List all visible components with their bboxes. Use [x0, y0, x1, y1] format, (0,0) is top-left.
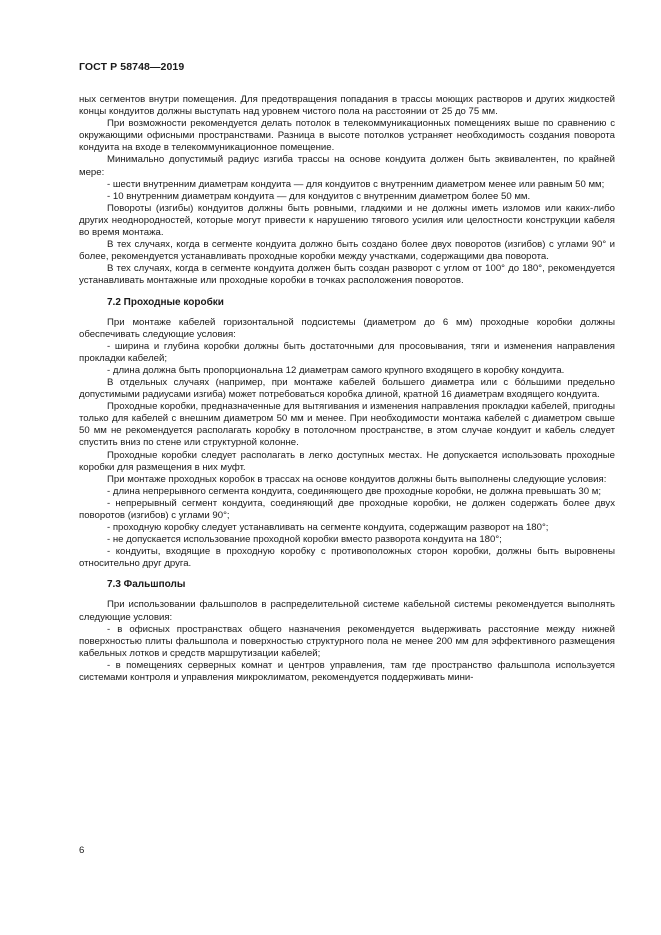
paragraph: При монтаже кабелей горизонтальной подсистемы (диаметром до 6 мм) проходные коробки должны обеспечивать следующие условия: — [79, 316, 615, 340]
document-body — [79, 94, 615, 684]
section-heading-7-3: 7.3 Фальшполы — [107, 579, 186, 591]
document-header-standard-id: ГОСТ Р 58748—2019 — [79, 61, 185, 73]
list-item: - проходную коробку следует устанавливать на сегменте кондуита, содержащим разворот на 180°; — [107, 522, 549, 534]
list-item: - в офисных пространствах общего назначения рекомендуется выдерживать расстояние между нижней поверхностью плиты фальшпола и поверхностью структурного пола не менее 200 мм для эффективного размещения кабельных лотков и средств маршрутизации кабелей; — [79, 623, 615, 659]
paragraph: Повороты (изгибы) кондуитов должны быть ровными, гладкими и не должны иметь изломов или каких-либо других неоднородностей, которые могут привести к нарушению тягового усилия или целостности конструкции кабеля во время монтажа. — [79, 202, 615, 239]
section-heading-7-2: 7.2 Проходные коробки — [107, 296, 224, 308]
list-item: - длина непрерывного сегмента кондуита, соединяющего две проходные коробки, не должна превышать 30 м; — [107, 485, 601, 497]
list-item: - непрерывный сегмент кондуита, соединяющий две проходные коробки, не должен содержать более двух поворотов (изгибов) с углами 90°; — [79, 497, 615, 521]
paragraph: Проходные коробки, предназначенные для вытягивания и изменения направления прокладки кабелей, пригодны только для кабелей с внешним диаметром 50 мм и менее. При необходимости монтажа кабелей с диаметром свыше 50 мм не рекомендуется располагать коробку в потолочном пространстве, в этом случае кондуит и кабель следует спустить вниз по стене или структурной колонне. — [79, 401, 615, 449]
list-item: - кондуиты, входящие в проходную коробку с противоположных сторон коробки, должны быть выровнены относительно друг друга. — [79, 546, 615, 570]
list-item: - длина должна быть пропорциональна 12 диаметрам самого крупного входящего в коробку кондуита. — [107, 364, 565, 376]
list-item: - не допускается использование проходной коробки вместо разворота кондуита на 180°; — [107, 534, 502, 546]
list-item: - ширина и глубина коробки должны быть достаточными для просовывания, тяги и изменения направления прокладки кабелей; — [79, 340, 615, 364]
paragraph: Минимально допустимый радиус изгиба трассы на основе кондуита должен быть эквивалентен, по крайней мере: — [79, 154, 615, 178]
paragraph: В тех случаях, когда в сегменте кондуита должно быть создано более двух поворотов (изгибов) с углами 90° и более, рекомендуется устанавливать проходные коробки между участками, содержащими два поворота. — [79, 239, 615, 263]
paragraph: ных сегментов внутри помещения. Для предотвращения попадания в трассы моющих растворов и других жидкостей концы кондуитов должны выступать над уровнем чистого пола на расстоянии от 25 до 75 мм. — [79, 94, 615, 118]
paragraph: В отдельных случаях (например, при монтаже кабелей большего диаметра или с бóльшими предельно допустимыми радиусами изгиба) может потребоваться коробка длиной, кратной 16 диаметрам входящего кондуита. — [79, 376, 615, 401]
list-item: - в помещениях серверных комнат и центров управления, там где пространство фальшпола используется системами контроля и управления микроклиматом, рекомендуется поддерживать мини- — [79, 659, 615, 684]
page-number: 6 — [79, 845, 85, 856]
list-item: - 10 внутренним диаметрам кондуита — для кондуитов с внутренним диаметром более 50 мм. — [107, 190, 531, 202]
paragraph: При возможности рекомендуется делать потолок в телекоммуникационных помещениях выше по сравнению с окружающими офисными пространствами. Разница в высоте потолков устраняет необходимость создания поворота кондуита на входе в телекоммуникационное помещение. — [79, 118, 615, 154]
paragraph: Проходные коробки следует располагать в легко доступных местах. Не допускается использовать проходные коробки для размещения в них муфт. — [79, 449, 615, 473]
list-item: - шести внутренним диаметрам кондуита — для кондуитов с внутренним диаметром менее или равным 50 мм; — [107, 178, 605, 190]
paragraph: При монтаже проходных коробок в трассах на основе кондуитов должны быть выполнены следующие условия: — [107, 473, 607, 485]
paragraph: В тех случаях, когда в сегменте кондуита должен быть создан разворот с углом от 100° до 180°, рекомендуется устанавливать монтажные или проходные коробки в точках расположения поворотов. — [79, 263, 615, 287]
paragraph: При использовании фальшполов в распределительной системе кабельной системы рекомендуется выполнять следующие условия: — [79, 599, 615, 623]
